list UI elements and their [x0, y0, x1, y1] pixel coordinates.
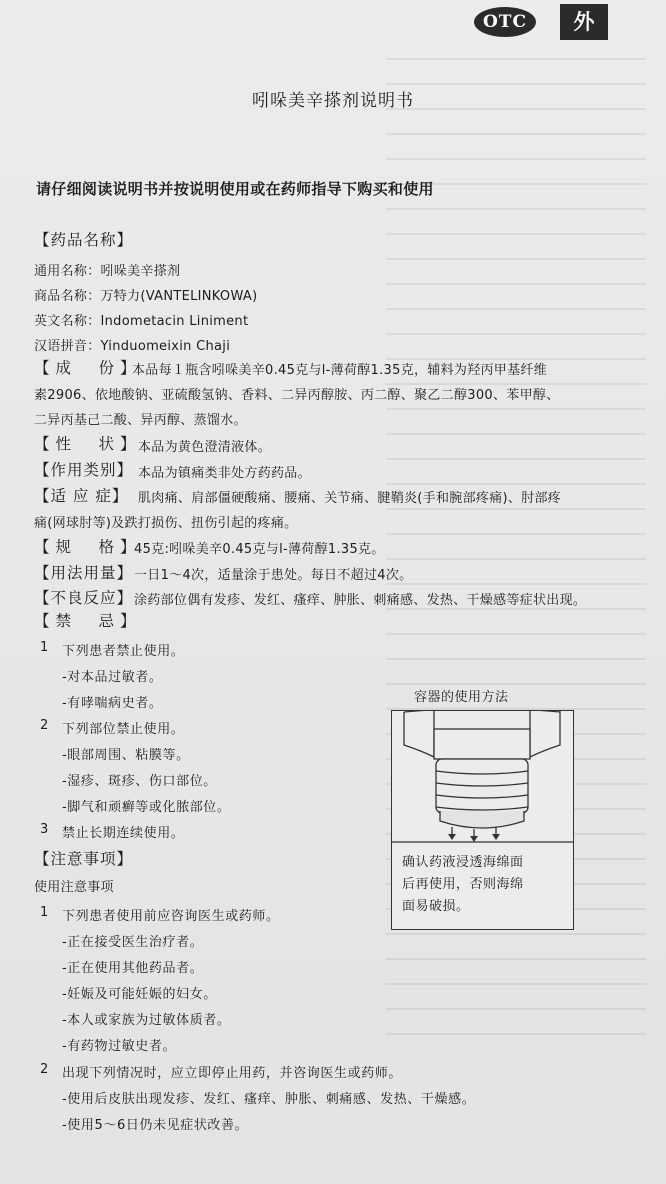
generic-name: 通用名称：吲哚美辛搽剂 [34, 264, 181, 279]
indications-line-2: 痛(网球肘等)及跌打损伤、扭伤引起的疼痛。 [34, 516, 298, 531]
indications-header: 【适 应 症】 [34, 487, 129, 505]
adverse-header: 【不良反应】 [34, 589, 134, 607]
precaution-1-sub-5: -有药物过敏史者。 [62, 1039, 177, 1054]
pinyin-name: 汉语拼音：Yinduomeixin Chaji [34, 339, 231, 354]
indications-line-1: 肌肉痛、肩部僵硬酸痛、腰痛、关节痛、腱鞘炎(手和腕部疼痛)、肘部疼 [138, 491, 562, 506]
container-caption-line-1: 确认药液浸透海绵面 [402, 855, 524, 870]
composition-line-2: 素2906、依地酸钠、亚硫酸氢钠、香料、二异丙醇胺、丙二醇、聚乙二醇300、苯甲醇、 [34, 388, 560, 403]
contra-1-text: 下列患者禁止使用。 [62, 644, 185, 659]
container-usage-title: 容器的使用方法 [414, 690, 509, 705]
contra-3-text: 禁止长期连续使用。 [62, 826, 185, 841]
contra-2-sub-3: -脚气和顽癣等或化脓部位。 [62, 800, 231, 815]
usage-instruction: 请仔细阅读说明书并按说明使用或在药师指导下购买和使用 [36, 180, 434, 198]
dosage-header: 【用法用量】 [34, 564, 134, 582]
composition-line-3: 二异丙基己二酸、异丙醇、蒸馏水。 [34, 413, 247, 428]
specification-text: 45克:吲哚美辛0.45克与l-薄荷醇1.35克。 [134, 542, 385, 557]
properties-text: 本品为黄色澄清液体。 [138, 440, 272, 455]
contra-3-number: 3 [40, 822, 49, 837]
category-header: 【作用类别】 [34, 461, 134, 479]
precaution-1-sub-3: -妊娠及可能妊娠的妇女。 [62, 987, 217, 1002]
precaution-1-number: 1 [40, 905, 49, 920]
composition-line-1: 本品每１瓶含吲哚美辛0.45克与l-薄荷醇1.35克，辅料为羟丙甲基纤维 [132, 363, 547, 378]
adverse-text: 涂药部位偶有发疹、发红、瘙痒、肿胀、刺痛感、发热、干燥感等症状出现。 [134, 593, 587, 608]
container-caption-line-3: 面易破损。 [402, 899, 470, 914]
contraindications-header: 【禁 忌】 [34, 612, 142, 630]
dosage-text: 一日1～4次，适量涂于患处。每日不超过4次。 [134, 568, 413, 583]
document-title: 吲哚美辛搽剂说明书 [252, 91, 414, 111]
composition-header: 【成 份】 [34, 359, 142, 377]
precaution-1-sub-4: -本人或家族为过敏体质者。 [62, 1013, 231, 1028]
precautions-subheader: 使用注意事项 [34, 880, 114, 895]
precaution-1-sub-1: -正在接受医生治疗者。 [62, 935, 204, 950]
contra-2-sub-1: -眼部周围、粘膜等。 [62, 748, 190, 763]
drug-name-header: 【药品名称】 [34, 231, 134, 249]
precaution-2-number: 2 [40, 1062, 49, 1077]
container-caption-line-2: 后再使用，否则海绵 [402, 877, 524, 892]
precaution-2-text: 出现下列情况时，应立即停止用药，并咨询医生或药师。 [62, 1066, 403, 1081]
precaution-1-text: 下列患者使用前应咨询医生或药师。 [62, 909, 280, 924]
precaution-2-sub-2: -使用5～6日仍未见症状改善。 [62, 1118, 249, 1133]
contra-2-text: 下列部位禁止使用。 [62, 722, 185, 737]
contra-2-number: 2 [40, 718, 49, 733]
precautions-header: 【注意事项】 [34, 850, 134, 868]
trade-name: 商品名称：万特力(VANTELINKOWA) [34, 289, 258, 304]
precaution-2-sub-1: -使用后皮肤出现发疹、发红、瘙痒、肿胀、刺痛感、发热、干燥感。 [62, 1092, 476, 1107]
precaution-1-sub-2: -正在使用其他药品者。 [62, 961, 204, 976]
contra-1-sub-2: -有哮喘病史者。 [62, 696, 163, 711]
properties-header: 【性 状】 [34, 435, 142, 453]
contra-1-number: 1 [40, 640, 49, 655]
otc-badge: OTC [474, 7, 536, 37]
external-use-badge: 外 [560, 4, 608, 40]
english-name: 英文名称：Indometacin Liniment [34, 314, 249, 329]
category-text: 本品为镇痛类非处方药药品。 [138, 466, 311, 481]
specification-header: 【规 格】 [34, 538, 142, 556]
contra-2-sub-2: -湿疹、斑疹、伤口部位。 [62, 774, 217, 789]
contra-1-sub-1: -对本品过敏者。 [62, 670, 163, 685]
